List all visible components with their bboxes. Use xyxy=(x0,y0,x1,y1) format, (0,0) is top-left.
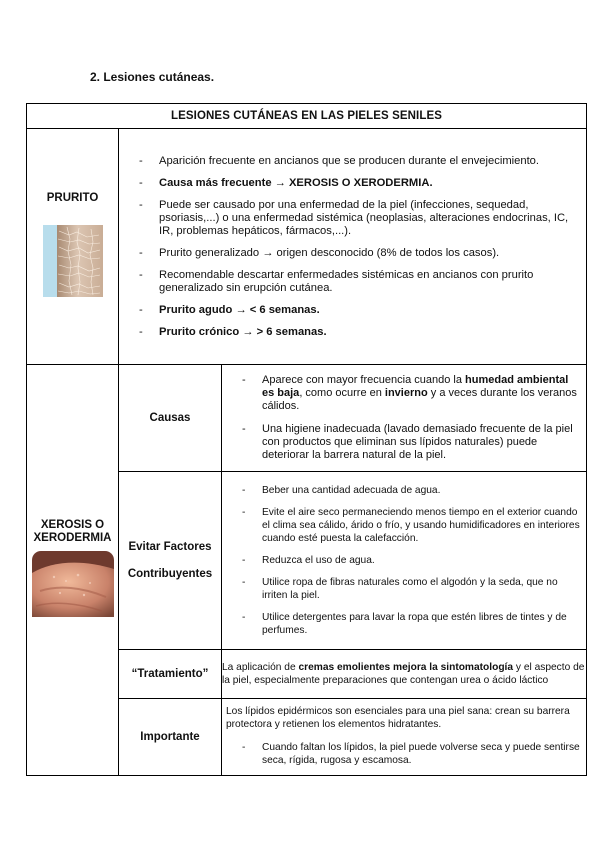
list-item: - Utilice ropa de fibras naturales como el algodón y la seda, que no irriten la piel. xyxy=(222,576,580,602)
causas-list xyxy=(222,374,586,462)
list-item: - Cuando faltan los lípidos, la piel puede volverse seca y puede sentirse seca, rígida, rugosa y escamosa. xyxy=(222,741,580,767)
xerosis-label: XEROSIS O XERODERMIA xyxy=(33,519,112,544)
xerosis-cell xyxy=(27,365,119,776)
list-item: - Causa más frecuente → XEROSIS O XERODERMIA. xyxy=(119,177,580,190)
importante-content xyxy=(222,699,587,776)
evitar-list xyxy=(222,484,586,637)
list-item: - Una higiene inadecuada (lavado demasiado frecuente de la piel con productos que eliminan sus lípidos naturales) puede deteriorar la barrera natural de la piel. xyxy=(222,423,580,462)
list-item: - Recomendable descartar enfermedades sistémicas en ancianos con prurito generalizado sin erupción cutánea. xyxy=(119,269,580,295)
prurito-skin-photo xyxy=(43,225,103,301)
importante-label: Importante xyxy=(119,699,222,776)
table-title: LESIONES CUTÁNEAS EN LAS PIELES SENILES xyxy=(27,104,587,129)
skin-lesions-table xyxy=(26,103,587,776)
prurito-label: PRURITO xyxy=(46,192,99,204)
list-item: - Prurito agudo → < 6 semanas. xyxy=(119,304,580,317)
list-item: - Prurito crónico → > 6 semanas. xyxy=(119,326,580,339)
evitar-label: Evitar Factores Contribuyentes xyxy=(119,472,222,650)
list-item: - Evite el aire seco permaneciendo menos tiempo en el exterior cuando el clima sea cálido, árido o frío, y usando humidificadores en interiores cuando esté puesta la calefacción. xyxy=(222,506,580,545)
importante-list xyxy=(222,741,586,767)
prurito-cell xyxy=(27,129,119,365)
list-item: - Reduzca el uso de agua. xyxy=(222,554,580,567)
prurito-list xyxy=(119,155,586,339)
evitar-content xyxy=(222,472,587,650)
section-heading: 2. Lesiones cutáneas. xyxy=(90,70,215,84)
importante-text: Los lípidos epidérmicos son esenciales para una piel sana: crean su barrera protectora y retienen los elementos hidratantes. xyxy=(226,706,570,730)
list-item: - Prurito generalizado → origen desconocido (8% de todos los casos). xyxy=(119,247,580,260)
list-item: - Aparición frecuente en ancianos que se producen durante el envejecimiento. xyxy=(119,155,580,168)
causas-label: Causas xyxy=(119,365,222,472)
list-item: - Aparece con mayor frecuencia cuando la humedad ambiental es baja, como ocurre en invierno y a veces durante los veranos cálidos. xyxy=(222,374,580,413)
xerosis-skin-photo xyxy=(32,551,114,621)
list-item: - Utilice detergentes para lavar la ropa que estén libres de tintes y de perfumes. xyxy=(222,611,580,637)
causas-content xyxy=(222,365,587,472)
list-item: - Beber una cantidad adecuada de agua. xyxy=(222,484,580,497)
tratamiento-label: “Tratamiento” xyxy=(119,650,222,699)
prurito-content xyxy=(119,129,587,365)
tratamiento-content: La aplicación de cremas emolientes mejora la sintomatología y el aspecto de la piel, especialmente preparaciones que contengan urea o ácido láctico xyxy=(222,650,587,699)
list-item: - Puede ser causado por una enfermedad de la piel (infecciones, sequedad, psoriasis,...) o una enfermedad sistémica (neoplasias, alteraciones endocrinas, IC, IR, problemas hepáticos, fármacos,...). xyxy=(119,199,580,238)
